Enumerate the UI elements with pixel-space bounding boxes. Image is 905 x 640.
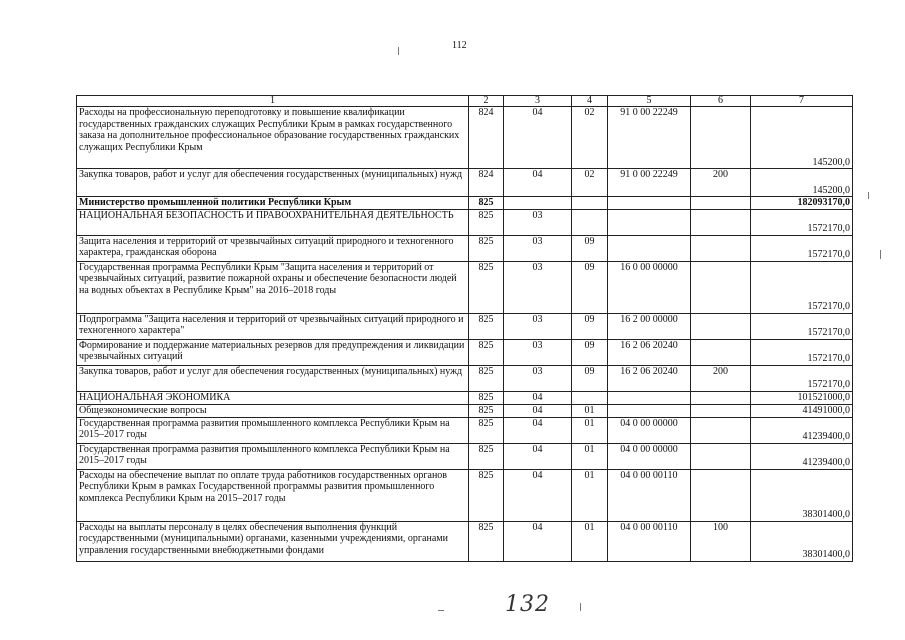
row-code-expense-type [691, 339, 751, 365]
row-description: Защита населения и территорий от чрезвычайных ситуаций природного и техногенного характера, гражданская оборона [77, 235, 469, 261]
table-row [77, 469, 853, 521]
table-row [77, 313, 853, 339]
row-code-ministry: 824 [469, 107, 504, 169]
row-code-target [608, 235, 691, 261]
row-code-ministry: 825 [469, 261, 504, 313]
row-description: Государственная программа развития промышленного комплекса Республики Крым на 2015–2017 годы [77, 417, 469, 443]
row-code-subsection: 09 [572, 235, 608, 261]
row-code-target: 04 0 00 00000 [608, 417, 691, 443]
row-code-ministry: 824 [469, 169, 504, 197]
row-description: Государственная программа Республики Крым "Защита населения и территорий от чрезвычайных ситуаций, развитие пожарной охраны и обеспечение безопасности людей на водных объектах в Республике Крым" на 2016–2018 годы [77, 261, 469, 313]
row-code-expense-type [691, 209, 751, 235]
row-code-subsection: 02 [572, 107, 608, 169]
row-code-target: 91 0 00 22249 [608, 107, 691, 169]
row-description: Расходы на профессиональную переподготовку и повышение квалификации государственных гражданских служащих Республики Крым в рамках государственного заказа на дополнительное профессиональное образование государственных гражданских служащих Республики Крым [77, 107, 469, 169]
row-code-section: 03 [504, 235, 572, 261]
row-code-expense-type [691, 443, 751, 469]
row-code-target: 16 0 00 00000 [608, 261, 691, 313]
row-code-expense-type [691, 235, 751, 261]
row-code-ministry: 825 [469, 365, 504, 391]
row-description: Министерство промышленной политики Республики Крым [77, 197, 469, 210]
table-row [77, 339, 853, 365]
row-code-expense-type [691, 313, 751, 339]
row-code-subsection: 09 [572, 313, 608, 339]
row-code-section: 03 [504, 365, 572, 391]
row-code-target: 04 0 00 00110 [608, 469, 691, 521]
row-code-subsection: 09 [572, 339, 608, 365]
row-code-expense-type: 200 [691, 169, 751, 197]
row-amount: 1572170,0 [751, 365, 853, 391]
row-code-ministry: 825 [469, 209, 504, 235]
budget-table [76, 95, 853, 562]
row-code-ministry: 825 [469, 469, 504, 521]
row-code-ministry: 825 [469, 313, 504, 339]
row-code-expense-type [691, 404, 751, 417]
table-row [77, 404, 853, 417]
row-code-expense-type [691, 469, 751, 521]
row-code-target: 16 2 00 00000 [608, 313, 691, 339]
row-code-section: 03 [504, 313, 572, 339]
row-code-target [608, 391, 691, 404]
table-row [77, 365, 853, 391]
row-code-expense-type [691, 197, 751, 210]
header-cell: 6 [691, 96, 751, 107]
row-code-target: 16 2 06 20240 [608, 339, 691, 365]
row-code-ministry: 825 [469, 521, 504, 561]
row-code-target: 04 0 00 00110 [608, 521, 691, 561]
row-description: Формирование и поддержание материальных резервов для предупреждения и ликвидации чрезвычайных ситуаций [77, 339, 469, 365]
row-amount: 182093170,0 [751, 197, 853, 210]
row-code-ministry: 825 [469, 391, 504, 404]
row-code-section: 04 [504, 391, 572, 404]
table-row [77, 107, 853, 169]
table-row [77, 521, 853, 561]
row-code-subsection [572, 391, 608, 404]
scan-mark [868, 192, 869, 199]
row-code-section: 04 [504, 521, 572, 561]
row-code-section: 04 [504, 417, 572, 443]
header-cell: 3 [504, 96, 572, 107]
row-code-section [504, 197, 572, 210]
row-code-ministry: 825 [469, 235, 504, 261]
row-description: Государственная программа развития промышленного комплекса Республики Крым на 2015–2017 годы [77, 443, 469, 469]
row-code-subsection: 09 [572, 261, 608, 313]
row-code-target [608, 197, 691, 210]
header-cell: 2 [469, 96, 504, 107]
row-code-target [608, 404, 691, 417]
page-number: 112 [452, 40, 467, 51]
row-code-section: 04 [504, 469, 572, 521]
row-code-section: 03 [504, 261, 572, 313]
row-code-expense-type [691, 261, 751, 313]
row-code-subsection [572, 209, 608, 235]
row-code-subsection: 01 [572, 443, 608, 469]
row-description: Закупка товаров, работ и услуг для обеспечения государственных (муниципальных) нужд [77, 169, 469, 197]
row-description: Общеэкономические вопросы [77, 404, 469, 417]
row-description: Подпрограмма "Защита населения и территорий от чрезвычайных ситуаций природного и техногенного характера" [77, 313, 469, 339]
header-cell: 7 [751, 96, 853, 107]
row-code-subsection [572, 197, 608, 210]
row-code-target: 04 0 00 00000 [608, 443, 691, 469]
header-cell: 1 [77, 96, 469, 107]
scan-mark [398, 47, 399, 55]
table-row [77, 235, 853, 261]
row-description: Расходы на выплаты персоналу в целях обеспечения выполнения функций государственными (муниципальными) органами, казенными учреждениями, органами управления государственными внебюджетными фондами [77, 521, 469, 561]
row-amount: 38301400,0 [751, 469, 853, 521]
row-amount: 41239400,0 [751, 417, 853, 443]
table-row [77, 197, 853, 210]
scan-mark [580, 603, 581, 611]
row-code-section: 03 [504, 339, 572, 365]
row-code-section: 04 [504, 169, 572, 197]
row-code-expense-type [691, 417, 751, 443]
table-row [77, 417, 853, 443]
table-row [77, 209, 853, 235]
row-amount: 1572170,0 [751, 339, 853, 365]
row-code-subsection: 01 [572, 417, 608, 443]
row-amount: 101521000,0 [751, 391, 853, 404]
row-code-section: 04 [504, 107, 572, 169]
row-amount: 1572170,0 [751, 209, 853, 235]
row-code-target: 16 2 06 20240 [608, 365, 691, 391]
row-code-subsection: 01 [572, 521, 608, 561]
row-code-subsection: 02 [572, 169, 608, 197]
row-amount: 1572170,0 [751, 261, 853, 313]
row-code-target: 91 0 00 22249 [608, 169, 691, 197]
row-code-subsection: 01 [572, 404, 608, 417]
row-code-ministry: 825 [469, 404, 504, 417]
row-code-subsection: 01 [572, 469, 608, 521]
row-code-subsection: 09 [572, 365, 608, 391]
row-amount: 1572170,0 [751, 235, 853, 261]
scan-mark [880, 250, 881, 259]
row-code-expense-type: 200 [691, 365, 751, 391]
table-row [77, 261, 853, 313]
row-code-section: 03 [504, 209, 572, 235]
row-code-target [608, 209, 691, 235]
row-code-expense-type: 100 [691, 521, 751, 561]
row-description: НАЦИОНАЛЬНАЯ ЭКОНОМИКА [77, 391, 469, 404]
row-code-ministry: 825 [469, 197, 504, 210]
handwritten-page-number: 132 [505, 592, 550, 617]
table-header-row [77, 96, 853, 107]
table-row [77, 169, 853, 197]
row-description: Закупка товаров, работ и услуг для обеспечения государственных (муниципальных) нужд [77, 365, 469, 391]
table-body [77, 107, 853, 562]
row-amount: 38301400,0 [751, 521, 853, 561]
table-row [77, 391, 853, 404]
header-cell: 5 [608, 96, 691, 107]
row-code-ministry: 825 [469, 417, 504, 443]
row-code-section: 04 [504, 404, 572, 417]
row-description: НАЦИОНАЛЬНАЯ БЕЗОПАСНОСТЬ И ПРАВООХРАНИТЕЛЬНАЯ ДЕЯТЕЛЬНОСТЬ [77, 209, 469, 235]
row-code-expense-type [691, 107, 751, 169]
row-code-expense-type [691, 391, 751, 404]
row-amount: 1572170,0 [751, 313, 853, 339]
row-code-ministry: 825 [469, 339, 504, 365]
header-cell: 4 [572, 96, 608, 107]
row-amount: 145200,0 [751, 169, 853, 197]
table-row [77, 443, 853, 469]
row-code-section: 04 [504, 443, 572, 469]
row-amount: 41491000,0 [751, 404, 853, 417]
row-amount: 145200,0 [751, 107, 853, 169]
row-amount: 41239400,0 [751, 443, 853, 469]
row-code-ministry: 825 [469, 443, 504, 469]
scan-mark [438, 610, 444, 611]
row-description: Расходы на обеспечение выплат по оплате труда работников государственных органов Республики Крым в рамках Государственной программы развития промышленного комплекса Республики Крым на 2015–2017 годы [77, 469, 469, 521]
